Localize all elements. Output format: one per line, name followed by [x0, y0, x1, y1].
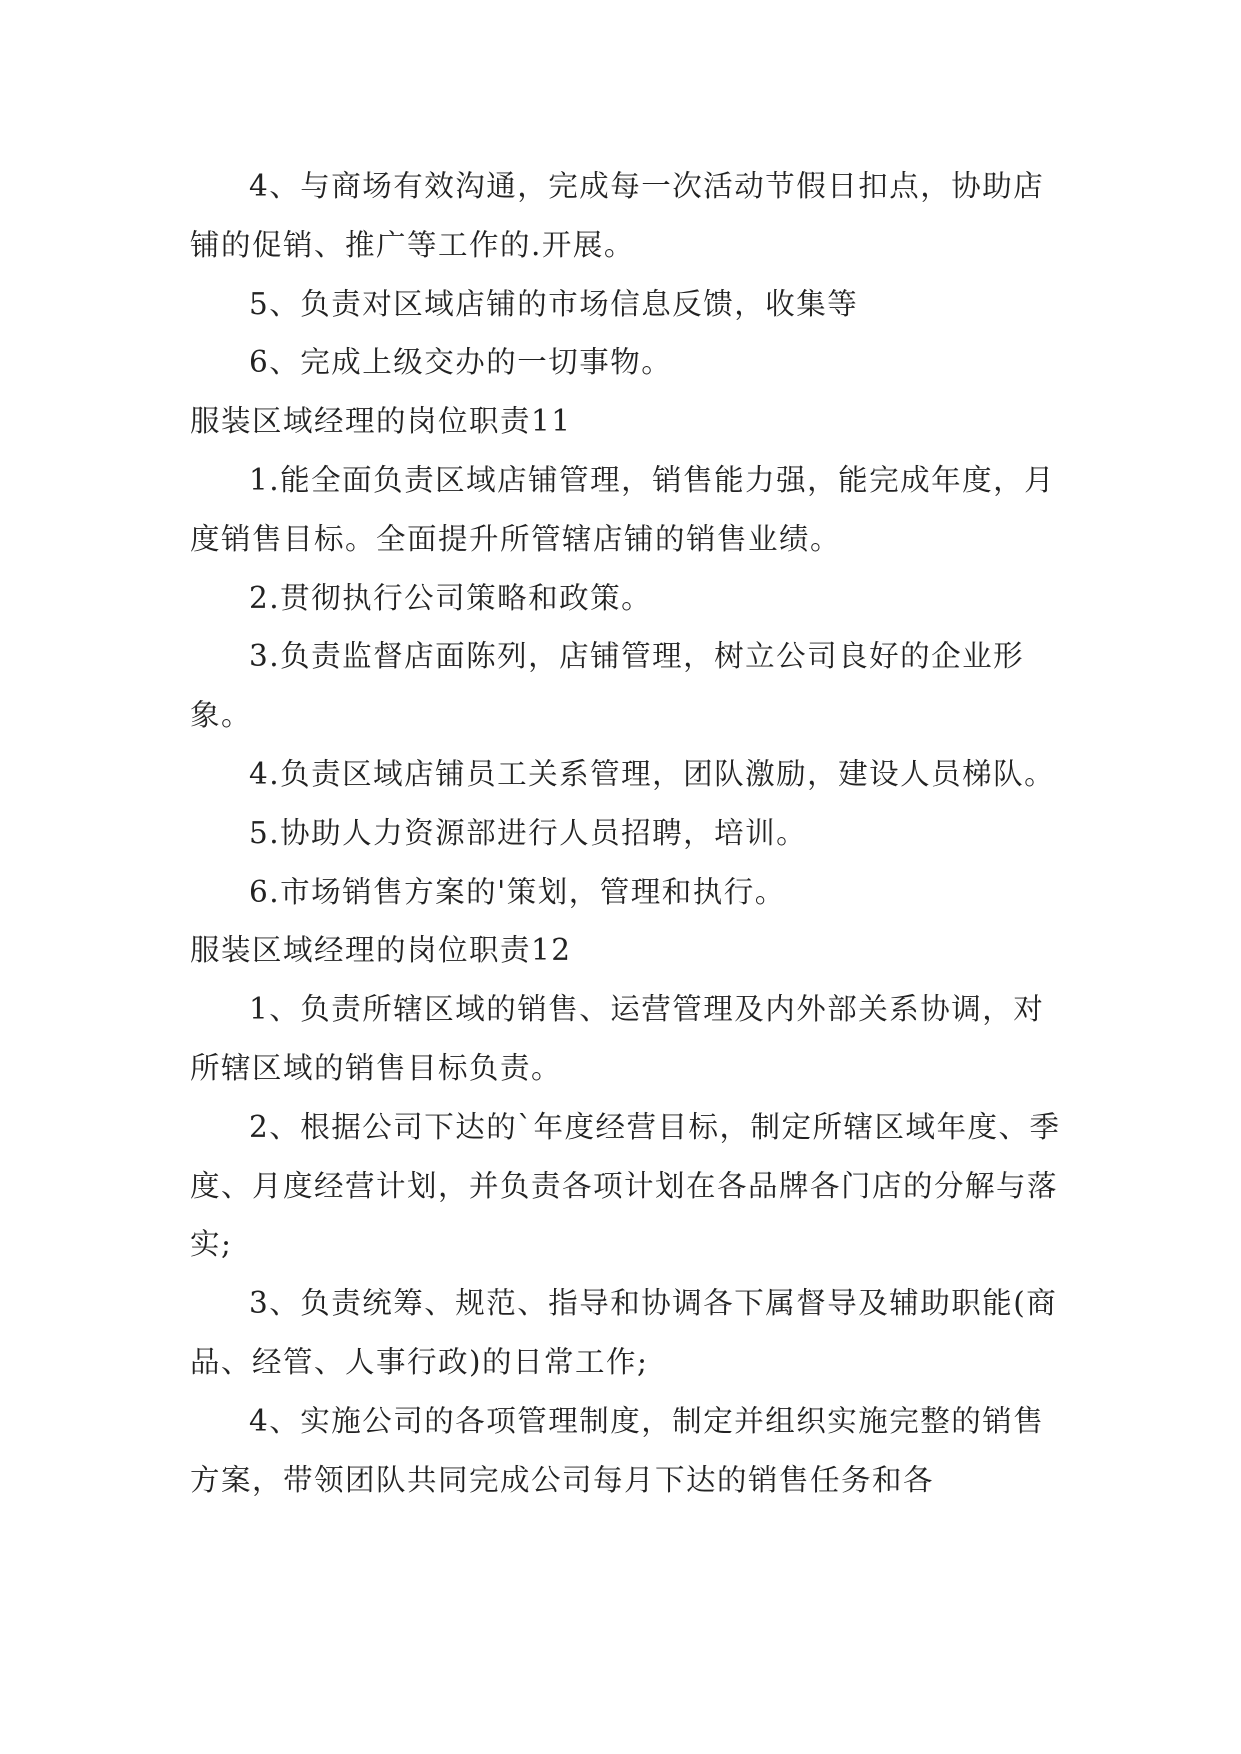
paragraph: 4、实施公司的各项管理制度，制定并组织实施完整的销售方案，带领团队共同完成公司每月下达的销售任务和各 — [190, 1403, 1045, 1497]
document-body — [190, 157, 1065, 1509]
paragraph: 1.能全面负责区域店铺管理，销售能力强，能完成年度，月度销售目标。全面提升所管辖店铺的销售业绩。 — [190, 462, 1056, 556]
paragraph: 4.负责区域店铺员工关系管理，团队激励，建设人员梯队。 — [249, 756, 1056, 791]
paragraph: 6、完成上级交办的一切事物。 — [249, 345, 673, 380]
paragraph: 2.贯彻执行公司策略和政策。 — [249, 580, 653, 615]
section-heading: 服装区域经理的岗位职责11 — [190, 404, 572, 439]
paragraph: 3.负责监督店面陈列，店铺管理，树立公司良好的企业形象。 — [190, 639, 1025, 733]
paragraph: 2、根据公司下达的`年度经营目标，制定所辖区域年度、季度、月度经营计划，并负责各项计划在各品牌各门店的分解与落实; — [190, 1109, 1061, 1262]
paragraph: 5.协助人力资源部进行人员招聘，培训。 — [249, 815, 808, 850]
paragraph: 4、与商场有效沟通，完成每一次活动节假日扣点，协助店铺的促销、推广等工作的.开展。 — [190, 169, 1045, 262]
paragraph: 5、负责对区域店铺的市场信息反馈，收集等 — [249, 286, 859, 321]
section-heading: 服装区域经理的岗位职责12 — [190, 933, 572, 968]
paragraph: 3、负责统筹、规范、指导和协调各下属督导及辅助职能(商品、经管、人事行政)的日常工作; — [190, 1286, 1058, 1379]
paragraph: 6.市场销售方案的'策划，管理和执行。 — [249, 874, 786, 909]
paragraph: 1、负责所辖区域的销售、运营管理及内外部关系协调，对所辖区域的销售目标负责。 — [190, 992, 1045, 1085]
